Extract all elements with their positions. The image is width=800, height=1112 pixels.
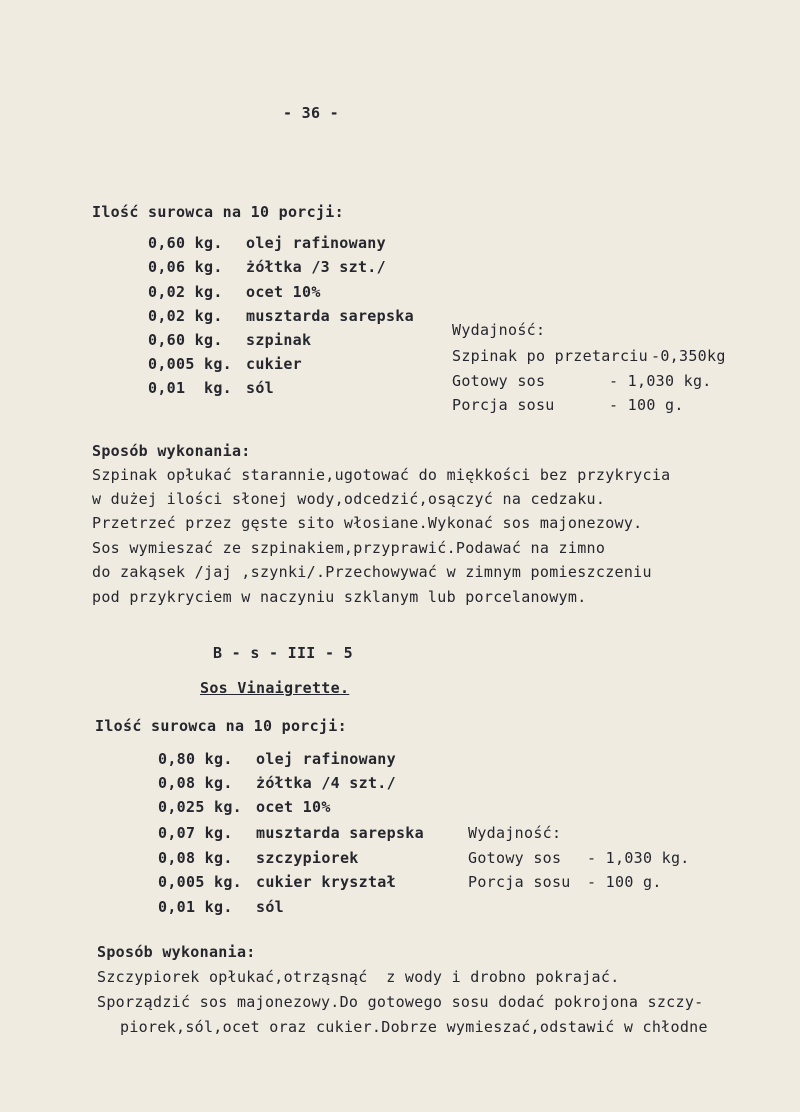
method-line: do zakąsek /jaj ,szynki/.Przechowywać w zimnym pomieszczeniu — [92, 563, 652, 581]
ingredient-qty: 0,02 kg. — [148, 283, 223, 301]
ingredient-qty: 0,60 kg. — [148, 331, 223, 349]
ingredient-qty: 0,06 kg. — [148, 258, 223, 276]
method-line: Przetrzeć przez gęste sito włosiane.Wykonać sos majonezowy. — [92, 514, 643, 532]
yield-heading: Wydajność: — [452, 321, 546, 339]
recipe2-code: B - s - III - 5 — [213, 644, 353, 662]
ingredient-name: żółtka /3 szt./ — [246, 258, 386, 276]
ingredient-qty: 0,005 kg. — [158, 873, 242, 891]
ingredient-qty: 0,60 kg. — [148, 234, 223, 252]
recipe1-method-heading: Sposób wykonania: — [92, 442, 251, 460]
yield-label: Porcja sosu — [468, 873, 571, 891]
ingredient-name: cukier kryształ — [256, 873, 396, 891]
ingredient-qty: 0,80 kg. — [158, 750, 233, 768]
recipe1-ingredients-heading: Ilość surowca na 10 porcji: — [92, 203, 344, 221]
yield-value: - 100 g. — [587, 873, 662, 891]
ingredient-name: sól — [246, 379, 274, 397]
method-line: w dużej ilości słonej wody,odcedzić,osączyć na cedzaku. — [92, 490, 606, 508]
yield-label: Gotowy sos — [452, 372, 546, 390]
yield-value: - 100 g. — [609, 396, 684, 414]
yield-value: - 1,030 kg. — [609, 372, 712, 390]
ingredient-qty: 0,025 kg. — [158, 798, 242, 816]
ingredient-qty: 0,08 kg. — [158, 849, 233, 867]
yield-label: Porcja sosu — [452, 396, 555, 414]
method-line: pod przykryciem w naczyniu szklanym lub porcelanowym. — [92, 588, 587, 606]
yield-value: -0,350kg — [651, 347, 726, 365]
ingredient-name: olej rafinowany — [256, 750, 396, 768]
ingredient-name: szpinak — [246, 331, 312, 349]
ingredient-name: sól — [256, 898, 284, 916]
ingredient-qty: 0,01 kg. — [148, 379, 232, 397]
ingredient-qty: 0,02 kg. — [148, 307, 223, 325]
ingredient-name: ocet 10% — [256, 798, 331, 816]
yield-label: Szpinak po przetarciu — [452, 347, 648, 365]
ingredient-qty: 0,08 kg. — [158, 774, 233, 792]
ingredient-name: żółtka /4 szt./ — [256, 774, 396, 792]
method-line: Sos wymieszać ze szpinakiem,przyprawić.Podawać na zimno — [92, 539, 606, 557]
yield-heading: Wydajność: — [468, 824, 562, 842]
method-line: Szczypiorek opłukać,otrząsnąć z wody i drobno pokrajać. — [97, 968, 620, 986]
method-line: piorek,sól,ocet oraz cukier.Dobrze wymieszać,odstawić w chłodne — [120, 1018, 708, 1036]
ingredient-name: olej rafinowany — [246, 234, 386, 252]
ingredient-name: ocet 10% — [246, 283, 321, 301]
ingredient-name: szczypiorek — [256, 849, 359, 867]
ingredient-name: musztarda sarepska — [256, 824, 424, 842]
method-line: Sporządzić sos majonezowy.Do gotowego sosu dodać pokrojona szczy- — [97, 993, 704, 1011]
yield-value: - 1,030 kg. — [587, 849, 690, 867]
ingredient-qty: 0,07 kg. — [158, 824, 233, 842]
method-line: Szpinak opłukać starannie,ugotować do miękkości bez przykrycia — [92, 466, 671, 484]
page-number: - 36 - — [283, 104, 339, 122]
yield-label: Gotowy sos — [468, 849, 562, 867]
ingredient-qty: 0,01 kg. — [158, 898, 233, 916]
ingredient-name: cukier — [246, 355, 302, 373]
recipe2-method-heading: Sposób wykonania: — [97, 943, 256, 961]
recipe2-ingredients-heading: Ilość surowca na 10 porcji: — [95, 717, 347, 735]
ingredient-qty: 0,005 kg. — [148, 355, 232, 373]
ingredient-name: musztarda sarepska — [246, 307, 414, 325]
recipe2-title: Sos Vinaigrette. — [200, 679, 350, 697]
